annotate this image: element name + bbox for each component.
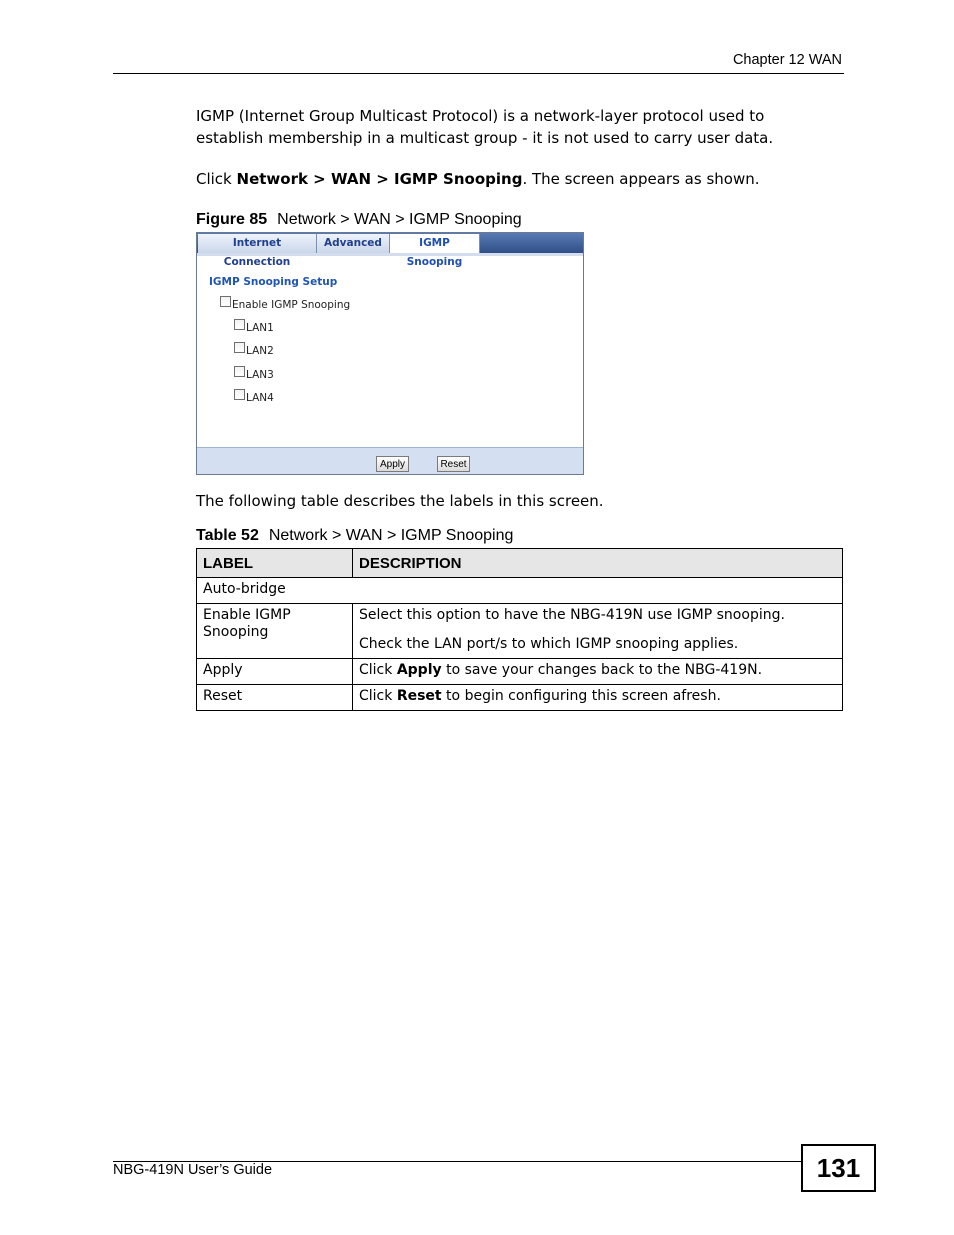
click-instruction [196,168,836,190]
intro-paragraph: IGMP (Internet Group Multicast Protocol) is a network-layer protocol used to establish membership in a multicast group - it is not used to carry user data. [196,107,774,147]
lan1-row [234,322,274,334]
lan3-label: LAN3 [246,369,274,381]
setup-section-title: IGMP Snooping Setup [209,276,338,288]
lan3-checkbox[interactable] [234,366,245,377]
figure-title: Network > WAN > IGMP Snooping [277,211,522,228]
tab-internet-connection[interactable]: Internet Connection [198,234,317,253]
table-row [197,659,843,685]
tab-underline [197,253,583,256]
table-title: Network > WAN > IGMP Snooping [268,527,514,544]
lan1-checkbox[interactable] [234,319,245,330]
table-row [197,604,843,659]
tab-bar [197,233,583,268]
tab-igmp-snooping[interactable]: IGMP Snooping [390,234,480,254]
enable-igmp-checkbox[interactable] [220,296,231,307]
desc-prefix: Click [359,662,397,678]
enable-igmp-row [220,299,350,311]
tab-advanced[interactable]: Advanced [317,234,390,253]
section-row: Auto-bridge [197,578,843,604]
button-bar [197,447,583,474]
lan3-row [234,369,274,381]
desc-prefix: Click [359,688,397,704]
desc-line: Select this option to have the NBG-419N use IGMP snooping. [359,607,785,623]
row-label: Reset [197,685,353,711]
page-number: 131 [801,1144,876,1192]
table-caption [196,527,513,545]
router-igmp-screen [196,232,584,475]
enable-igmp-label: Enable IGMP Snooping [232,299,351,311]
desc-suffix: to save your changes back to the NBG-419N. [441,662,763,678]
description-header: DESCRIPTION [353,549,843,578]
row-label: Apply [197,659,353,685]
reset-button[interactable]: Reset [437,456,470,472]
header-divider [113,73,844,74]
lan2-checkbox[interactable] [234,342,245,353]
apply-button[interactable]: Apply [376,456,409,472]
following-text: The following table describes the labels in this screen. [196,492,604,510]
lan4-row [234,392,274,404]
row-description [353,604,843,659]
table-row [197,578,843,604]
click-prefix: Click [196,170,237,188]
description-table [196,548,843,711]
figure-caption [196,211,522,229]
desc-bold: Apply [396,662,442,678]
figure-label: Figure 85 [196,211,268,228]
desc-suffix: to begin configuring this screen afresh. [441,688,721,704]
click-suffix: . The screen appears as shown. [522,170,760,188]
table-label: Table 52 [196,527,259,544]
table-header-row [197,549,843,578]
chapter-header: Chapter 12 WAN [732,52,842,68]
lan2-label: LAN2 [246,345,274,357]
table-row [197,685,843,711]
row-label: Enable IGMP Snooping [197,604,353,659]
desc-line: Check the LAN port/s to which IGMP snooping applies. [359,636,739,652]
click-path: Network > WAN > IGMP Snooping [236,170,523,188]
lan1-label: LAN1 [246,322,274,334]
row-description [353,659,843,685]
lan4-checkbox[interactable] [234,389,245,400]
label-header: LABEL [197,549,353,578]
lan4-label: LAN4 [246,392,274,404]
row-description [353,685,843,711]
footer-guide-title: NBG-419N User’s Guide [113,1162,273,1178]
lan2-row [234,345,274,357]
desc-bold: Reset [396,688,442,704]
